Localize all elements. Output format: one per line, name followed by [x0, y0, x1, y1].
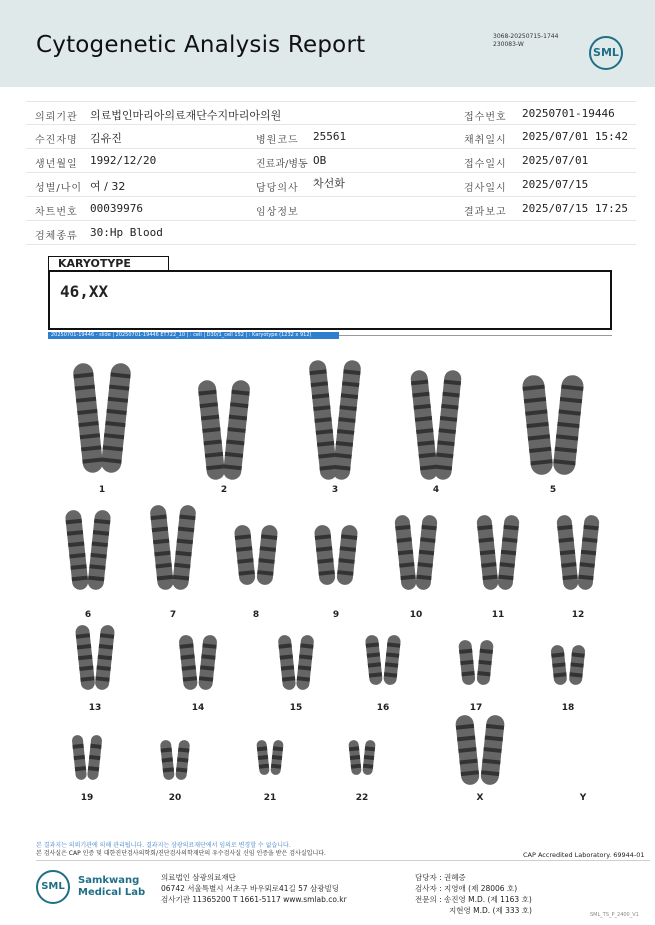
chromosome-9-homolog-1	[314, 524, 336, 585]
chromosome-label-2: 2	[220, 485, 228, 495]
chromosome-label-7: 7	[169, 610, 177, 620]
info-row-name	[26, 125, 636, 149]
chromosome-label-X: X	[476, 793, 484, 803]
chromosome-5-homolog-2	[552, 374, 584, 476]
chromosome-4-homolog-1	[410, 369, 438, 480]
chromosome-19-homolog-1	[71, 735, 87, 781]
chromosome-12-homolog-2	[577, 514, 600, 590]
chromosome-12-homolog-1	[556, 514, 579, 590]
chromosome-10-homolog-2	[415, 514, 438, 590]
samkwang-logo-name	[78, 875, 145, 899]
lab-staff	[415, 872, 532, 916]
receipt-no-value: 20250701-19446	[522, 107, 615, 120]
dob-value: 1992/12/20	[90, 154, 157, 167]
sml-logo	[589, 36, 623, 70]
info-row-sex-age	[26, 173, 636, 197]
collect-label: 채취일시	[464, 135, 507, 146]
cap-accreditation: CAP Accredited Laboratory. 69944-01	[523, 851, 645, 859]
chromosome-label-20: 20	[168, 793, 182, 803]
chromosome-label-4: 4	[432, 485, 440, 495]
footer-note-line2: 본 검사실은 CAP 인증 및 대한진단검사의학회/진단검사의학재단의 우수검사실 신임 인증을 받은 검사실입니다.	[36, 850, 326, 857]
chromosome-X-homolog-2	[480, 714, 505, 785]
specimen-value: 30:Hp Blood	[90, 226, 163, 239]
institution-label: 의뢰기관	[35, 112, 78, 123]
chromosome-9-homolog-2	[336, 524, 358, 585]
chromosome-7-homolog-1	[149, 504, 174, 590]
report-title: Cytogenetic Analysis Report	[36, 32, 366, 58]
clinical-label: 임상정보	[256, 207, 299, 218]
sml-logo-text: SML	[593, 46, 619, 59]
chart-value: 00039976	[90, 202, 143, 215]
doctor-value: 차선화	[313, 177, 345, 190]
specimen-label: 검체종류	[35, 231, 78, 242]
chromosome-4-homolog-2	[434, 369, 462, 480]
chromosome-8-homolog-2	[256, 524, 278, 585]
exam-value: 2025/07/15	[522, 178, 589, 191]
lab-address-line3: 검사기관 11365200 T 1661-5117 www.smlab.co.kr	[161, 895, 347, 904]
patient-info-table	[26, 101, 636, 245]
footer-note-line1: 본 결과지는 의뢰기관에 의해 관리됩니다. 결과지는 삼광의료재단에서 임의로 변경할 수 없습니다.	[36, 842, 291, 849]
info-row-specimen	[26, 221, 636, 245]
lab-staff-line1: 담당자 : 권혜증	[415, 873, 466, 882]
chromosome-16-homolog-2	[383, 634, 401, 685]
receipt-no-label: 접수번호	[464, 112, 507, 123]
slide-caption-rule	[339, 335, 612, 336]
chromosome-18-homolog-2	[569, 644, 586, 685]
ward-code-value: 25561	[313, 130, 347, 143]
result-label: 결과보고	[464, 207, 507, 218]
chromosome-label-21: 21	[263, 793, 277, 803]
dept-value: OB	[313, 154, 327, 167]
footer-divider	[36, 860, 650, 861]
chromosome-label-Y: Y	[579, 793, 587, 803]
chromosome-label-11: 11	[491, 610, 505, 620]
chromosome-14-homolog-1	[178, 634, 198, 690]
chromosome-label-22: 22	[355, 793, 369, 803]
chromosome-5-homolog-1	[521, 374, 553, 476]
chromosome-1-homolog-1	[72, 362, 103, 473]
chromosome-21-homolog-2	[270, 740, 284, 776]
samkwang-logo-mark-text: SML	[41, 881, 65, 892]
chromosome-label-14: 14	[191, 703, 205, 713]
chromosome-16-homolog-1	[365, 634, 383, 685]
chromosome-label-12: 12	[571, 610, 585, 620]
institution-value: 의료법인마리아의료재단수지마리아의원	[90, 109, 282, 122]
ward-code-label: 병원코드	[256, 135, 299, 146]
chromosome-label-1: 1	[98, 485, 106, 495]
samkwang-logo	[36, 870, 146, 904]
chromosome-13-homolog-2	[94, 624, 115, 690]
chromosome-10-homolog-1	[394, 514, 417, 590]
samkwang-logo-mark	[36, 870, 70, 904]
dept-label: 진료과/병동	[256, 159, 308, 170]
chromosome-label-15: 15	[289, 703, 303, 713]
received-label: 접수일시	[464, 159, 507, 170]
dob-label: 생년월일	[35, 159, 78, 170]
lab-staff-line3: 전문의 : 송진영 M.D. (제 1163 호)	[415, 895, 532, 904]
info-row-institution	[26, 101, 636, 125]
chromosome-3-homolog-2	[332, 359, 361, 480]
chromosome-22-homolog-1	[348, 740, 362, 776]
chromosome-label-16: 16	[376, 703, 390, 713]
chart-label: 차트번호	[35, 207, 78, 218]
chromosome-14-homolog-2	[198, 634, 218, 690]
name-label: 수진자명	[35, 135, 78, 146]
result-value: 2025/07/15 17:25	[522, 202, 628, 215]
chromosome-label-9: 9	[332, 610, 340, 620]
chromosome-22-homolog-2	[362, 740, 376, 776]
chromosome-label-3: 3	[331, 485, 339, 495]
chromosome-2-homolog-2	[222, 379, 250, 480]
chromosome-label-6: 6	[84, 610, 92, 620]
karyotype-value: 46,XX	[60, 282, 109, 301]
samkwang-logo-name-line2: Medical Lab	[78, 887, 146, 898]
chromosome-7-homolog-2	[172, 504, 197, 590]
chromosome-13-homolog-1	[75, 624, 96, 690]
chromosome-label-13: 13	[88, 703, 102, 713]
karyogram-image	[38, 355, 628, 810]
exam-label: 검사일시	[464, 183, 507, 194]
chromosome-1-homolog-2	[100, 362, 131, 473]
chromosome-20-homolog-1	[160, 740, 175, 781]
footer-note	[36, 842, 326, 858]
chromosome-19-homolog-2	[87, 735, 103, 781]
chromosome-3-homolog-1	[308, 359, 337, 480]
chromosome-X-homolog-1	[455, 714, 480, 785]
chromosome-17-homolog-1	[458, 639, 476, 685]
samkwang-logo-name-line1: Samkwang	[78, 875, 140, 886]
chromosome-15-homolog-1	[278, 634, 297, 690]
chromosome-18-homolog-1	[550, 644, 567, 685]
info-row-chart	[26, 197, 636, 221]
chromosome-2-homolog-1	[197, 379, 225, 480]
sex-age-value: 여 / 32	[90, 180, 126, 193]
info-row-dob	[26, 149, 636, 173]
chromosome-label-19: 19	[80, 793, 94, 803]
chromosome-label-18: 18	[561, 703, 575, 713]
chromosome-15-homolog-2	[296, 634, 315, 690]
chromosome-11-homolog-2	[497, 514, 520, 590]
chromosome-label-5: 5	[549, 485, 557, 495]
karyotype-box	[48, 270, 612, 330]
collect-value: 2025/07/01 15:42	[522, 130, 628, 143]
karyotype-tab: KARYOTYPE	[48, 256, 169, 271]
chromosome-label-17: 17	[469, 703, 483, 713]
chromosome-17-homolog-2	[476, 639, 494, 685]
chromosome-label-10: 10	[409, 610, 423, 620]
lab-address-line1: 의료법인 삼광의료재단	[161, 873, 236, 882]
lab-address	[161, 872, 347, 905]
report-header	[0, 0, 655, 87]
chromosome-label-8: 8	[252, 610, 260, 620]
doctor-label: 담당의사	[256, 183, 299, 194]
lab-address-line2: 06742 서울특별시 서초구 바우뫼로41길 57 삼광빌딩	[161, 884, 340, 893]
document-id-line1: 3068-20250715-1744	[493, 33, 559, 40]
form-code: SML_TS_P_2400_V1	[590, 912, 639, 918]
chromosome-21-homolog-1	[256, 740, 270, 776]
chromosome-20-homolog-2	[175, 740, 190, 781]
slide-caption: 20250701-19446 - slide | 20250701-19446 ET722_10 | : cell | D30/1_cell 152 | : Karyotype (1232 x 912)	[48, 332, 339, 339]
lab-staff-line4: 지현영 M.D. (제 333 호)	[449, 906, 532, 915]
chromosome-6-homolog-1	[65, 509, 89, 590]
received-value: 2025/07/01	[522, 154, 589, 167]
chromosome-11-homolog-1	[476, 514, 499, 590]
name-value: 김유진	[90, 132, 122, 145]
chromosome-6-homolog-2	[87, 509, 111, 590]
lab-staff-line2: 검사자 : 지영애 (제 28006 호)	[415, 884, 518, 893]
document-id	[493, 33, 558, 49]
chromosome-8-homolog-1	[234, 524, 256, 585]
karyogram	[38, 355, 628, 810]
document-id-line2: 230083-W	[493, 41, 524, 48]
sex-age-label: 성별/나이	[35, 183, 83, 194]
